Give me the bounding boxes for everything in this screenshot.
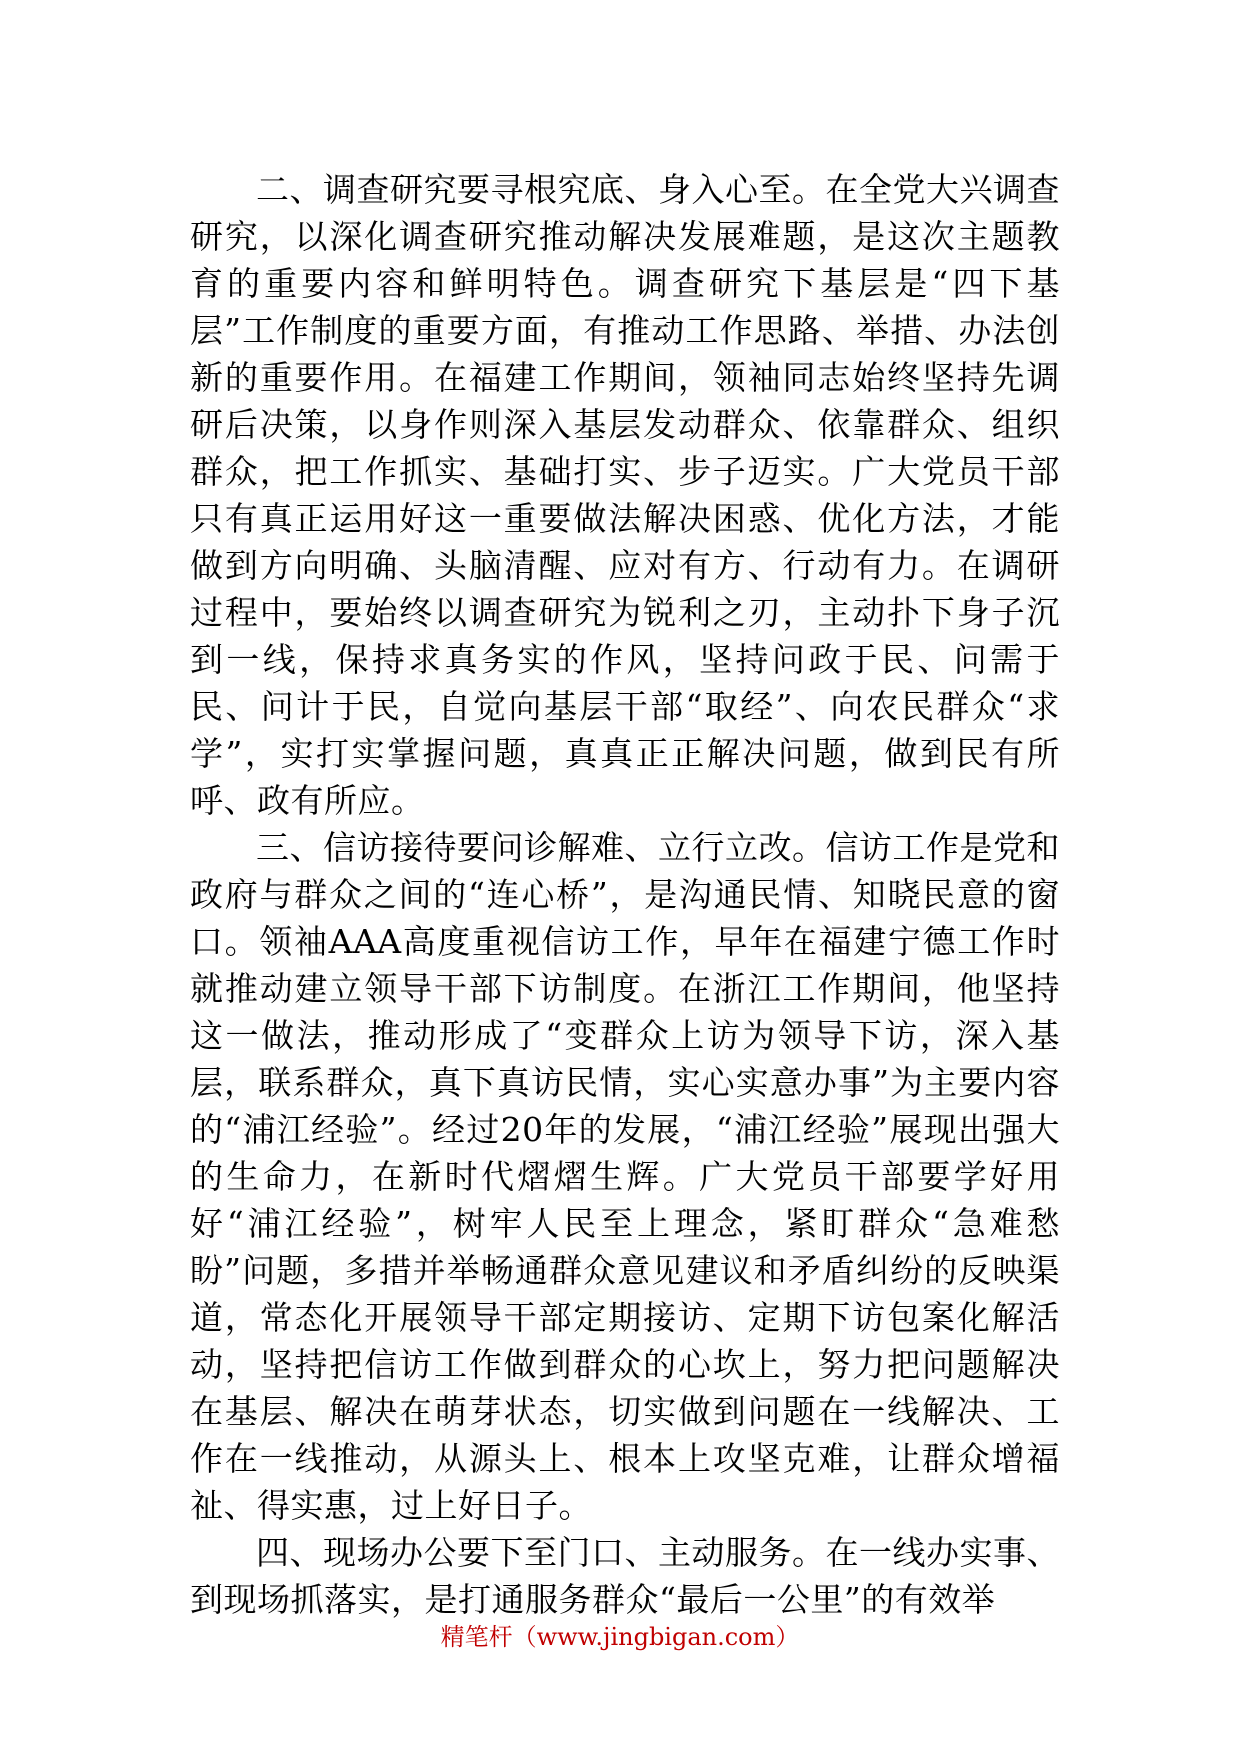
document-body	[190, 166, 1060, 1623]
paragraph-section-two: 二、调查研究要寻根究底、身入心至。在全党大兴调查研究，以深化调查研究推动解决发展难题，是这次主题教育的重要内容和鲜明特色。调查研究下基层是“四下基层”工作制度的重要方面，有推动工作思路、举措、办法创新的重要作用。在福建工作期间，领袖同志始终坚持先调研后决策，以身作则深入基层发动群众、依靠群众、组织群众，把工作抓实、基础打实、步子迈实。广大党员干部只有真正运用好这一重要做法解决困惑、优化方法，才能做到方向明确、头脑清醒、应对有方、行动有力。在调研过程中，要始终以调查研究为锐利之刃，主动扑下身子沉到一线，保持求真务实的作风，坚持问政于民、问需于民、问计于民，自觉向基层干部“取经”、向农民群众“求学”，实打实掌握问题，真真正正解决问题，做到民有所呼、政有所应。	[190, 170, 1060, 820]
paragraph-section-four: 四、现场办公要下至门口、主动服务。在一线办实事、到现场抓落实，是打通服务群众“最后一公里”的有效举	[190, 1533, 1060, 1619]
paragraph-section-three: 三、信访接待要问诊解难、立行立改。信访工作是党和政府与群众之间的“连心桥”，是沟通民情、知晓民意的窗口。领袖AAA高度重视信访工作，早年在福建宁德工作时就推动建立领导干部下访制度。在浙江工作期间，他坚持这一做法，推动形成了“变群众上访为领导下访，深入基层，联系群众，真下真访民情，实心实意办事”为主要内容的“浦江经验”。经过20年的发展，“浦江经验”展现出强大的生命力，在新时代熠熠生辉。广大党员干部要学好用好“浦江经验”，树牢人民至上理念，紧盯群众“急难愁盼”问题，多措并举畅通群众意见建议和矛盾纠纷的反映渠道，常态化开展领导干部定期接访、定期下访包案化解活动，坚持把信访工作做到群众的心坎上，努力把问题解决在基层、解决在萌芽状态，切实做到问题在一线解决、工作在一线推动，从源头上、根本上攻坚克难，让群众增福祉、得实惠，过上好日子。	[190, 828, 1060, 1525]
footer-watermark: 精笔杆（www.jingbigan.com）	[440, 1623, 800, 1651]
